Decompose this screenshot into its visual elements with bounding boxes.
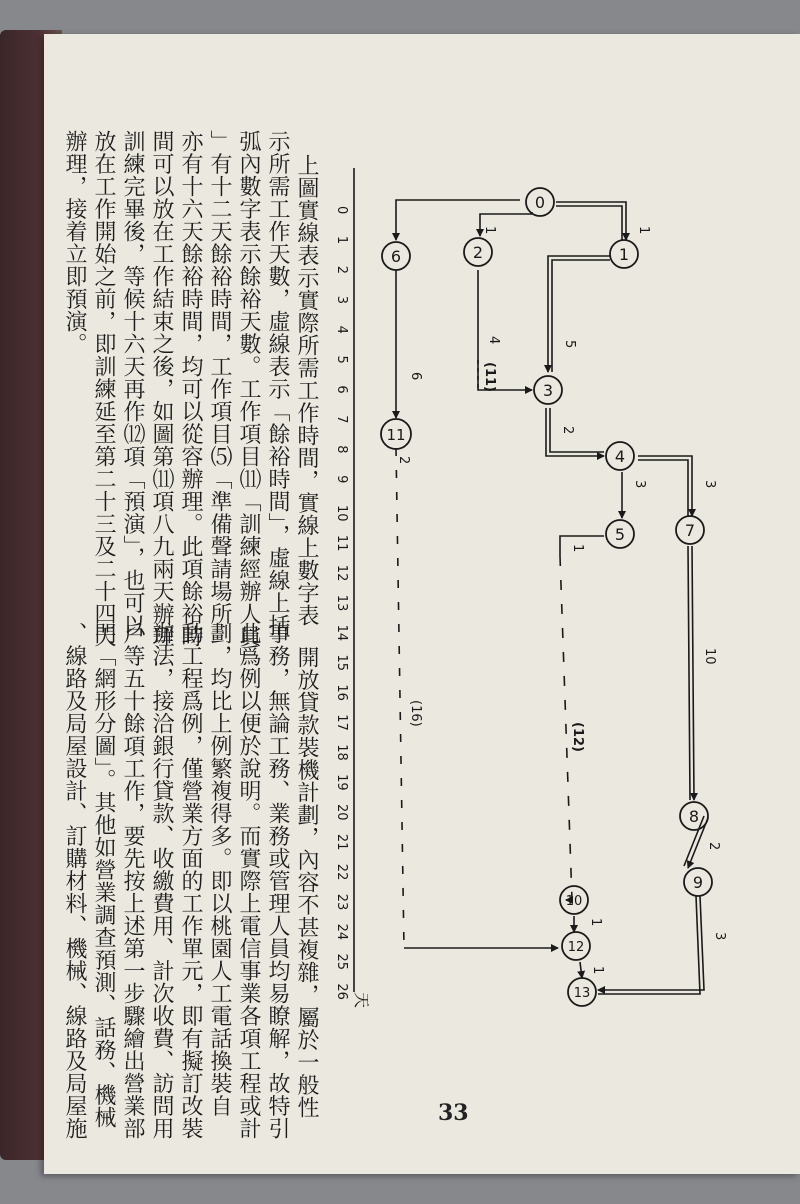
axis-tick-label: 1 bbox=[334, 235, 349, 245]
node-12 bbox=[562, 932, 590, 960]
axis-tick-label: 5 bbox=[334, 355, 349, 364]
node-label: 8 bbox=[688, 807, 700, 826]
node-2 bbox=[464, 238, 492, 266]
node-label: 4 bbox=[614, 447, 626, 466]
edge-1-3 bbox=[548, 256, 610, 372]
node-6 bbox=[382, 242, 410, 270]
edge-1-3 bbox=[552, 260, 610, 372]
duration-label: 1 bbox=[570, 544, 585, 553]
axis-tick-label: 22 bbox=[334, 863, 349, 881]
duration-label: 2 bbox=[396, 456, 411, 465]
duration-label: 2 bbox=[706, 842, 721, 851]
axis-tick-label: 18 bbox=[334, 744, 349, 761]
text-column: 開放貸款裝機計劃，內容不甚複雜，屬於一般性 bbox=[294, 646, 319, 1119]
node-label: 6 bbox=[390, 247, 402, 266]
text-column: 門「網形分圖」。其他如營業調查預測、話務、機械 bbox=[91, 622, 116, 1129]
axis-tick-label: 0 bbox=[334, 206, 349, 215]
duration-label: 5 bbox=[562, 340, 577, 349]
node-9 bbox=[684, 868, 712, 896]
node-label: 5 bbox=[614, 525, 626, 544]
node-label: 1 bbox=[618, 245, 630, 264]
node-label: 9 bbox=[692, 873, 704, 892]
node-label: 7 bbox=[684, 521, 696, 540]
node-label: 0 bbox=[534, 193, 546, 212]
axis-tick-label: 2 bbox=[334, 265, 349, 275]
text-column: 間可以放在工作結束之後，如圖第⑾項八九兩天辦理 bbox=[149, 130, 174, 648]
text-column: 事務，無論工務、業務或管理人員均易瞭解，故特引 bbox=[265, 622, 290, 1140]
axis-tick-label: 16 bbox=[334, 684, 349, 701]
slack-label: (11) bbox=[482, 362, 497, 392]
axis-tick-label: 8 bbox=[334, 445, 349, 454]
edges bbox=[396, 200, 708, 994]
node-0 bbox=[526, 188, 554, 216]
duration-label: 6 bbox=[408, 372, 423, 381]
axis-tick-label: 26 bbox=[334, 983, 349, 1000]
axis-tick-label: 19 bbox=[334, 774, 349, 791]
duration-label: 1 bbox=[588, 918, 603, 927]
edge-0-6 bbox=[396, 200, 520, 240]
duration-label: 1 bbox=[482, 226, 497, 235]
edge-3-4 bbox=[550, 408, 604, 452]
axis-tick-label: 25 bbox=[334, 953, 349, 971]
node-label: 12 bbox=[567, 940, 585, 955]
text-column: 訓練完畢後，等候十六天再作⑿項「預演」，也可以 bbox=[120, 130, 145, 637]
axis-tick-label: 15 bbox=[334, 654, 349, 672]
time-axis bbox=[334, 168, 371, 1008]
axis-tick-label: 17 bbox=[334, 714, 349, 731]
slack-label: (12) bbox=[570, 722, 585, 752]
node-label: 11 bbox=[386, 426, 406, 444]
nodes bbox=[381, 188, 712, 1006]
node-11 bbox=[381, 419, 411, 449]
node-4 bbox=[606, 442, 634, 470]
axis-tick-label: 10 bbox=[334, 505, 349, 522]
edge-12-13 bbox=[580, 962, 582, 978]
page-number: 33 bbox=[438, 1100, 469, 1126]
node-10 bbox=[560, 886, 588, 914]
text-column: 」有十二天餘裕時間，工作項目⑸「準備聲請場所 bbox=[207, 130, 232, 625]
duration-label: 1 bbox=[636, 226, 651, 235]
text-column: 戶等五十餘項工作，要先按上述第一步驟繪出營業部 bbox=[120, 622, 145, 1140]
duration-label: 10 bbox=[702, 648, 717, 665]
node-label: 3 bbox=[542, 381, 554, 400]
edge-0-1 bbox=[556, 206, 622, 240]
duration-label: 4 bbox=[486, 336, 501, 345]
axis-unit-label: 天 bbox=[352, 992, 371, 1009]
node-13 bbox=[568, 978, 596, 1006]
edge-9-13 bbox=[598, 896, 704, 990]
axis-tick-label: 21 bbox=[334, 833, 349, 851]
edge-9-13 bbox=[598, 896, 700, 994]
axis-tick-label: 12 bbox=[334, 564, 349, 582]
axis-tick-label: 13 bbox=[334, 594, 349, 612]
duration-label: 3 bbox=[632, 480, 647, 489]
edge-0-1 bbox=[556, 202, 626, 240]
text-column: 辦理，接着立即預演。 bbox=[62, 130, 87, 355]
duration-label: 2 bbox=[560, 426, 575, 435]
text-column: 動工程爲例，僅營業方面的工作單元，即有擬訂改裝 bbox=[178, 622, 203, 1140]
axis-tick-label: 3 bbox=[334, 295, 349, 304]
axis-tick-label: 7 bbox=[334, 415, 349, 424]
text-column: 弧內數字表示餘裕天數。工作項目⑾「訓練經辦人員」 bbox=[236, 130, 261, 670]
axis-tick-label: 14 bbox=[334, 624, 349, 642]
duration-label: 3 bbox=[702, 480, 717, 489]
edge-labels bbox=[396, 226, 727, 974]
edge-11-slack bbox=[396, 448, 404, 948]
node-label: 2 bbox=[472, 243, 484, 262]
text-column: 、線路及局屋設計、訂購材料、機械、線路及局屋施 bbox=[62, 622, 87, 1140]
text-column: 示所需工作天數，虛線表示「餘裕時間」，虛線上括 bbox=[265, 130, 290, 637]
axis-tick-label: 6 bbox=[334, 385, 349, 394]
node-3 bbox=[534, 376, 562, 404]
edge-7-8 bbox=[692, 546, 694, 800]
node-label: 10 bbox=[565, 894, 583, 909]
node-5 bbox=[606, 520, 634, 548]
node-label: 13 bbox=[573, 986, 591, 1001]
edge-7-8 bbox=[688, 546, 690, 800]
text-column: 放在工作開始之前，即訓練延至第二十三及二十四天 bbox=[91, 130, 116, 648]
node-7 bbox=[676, 516, 704, 544]
axis-tick-label: 20 bbox=[334, 804, 349, 821]
axis-tick-label: 11 bbox=[334, 534, 349, 552]
text-column: 辦法，接洽銀行貸款、收繳費用、計次收費、訪問用 bbox=[149, 622, 174, 1140]
axis-tick-label: 4 bbox=[334, 325, 349, 334]
axis-tick-label: 9 bbox=[334, 475, 349, 484]
duration-label: 1 bbox=[590, 966, 605, 975]
text-column: 上圖實線表示實際所需工作時間，實線上數字表 bbox=[294, 154, 319, 627]
node-1 bbox=[610, 240, 638, 268]
text-column: 劃，均比上例繁複得多。即以桃園人工電話換裝自 bbox=[207, 622, 232, 1117]
axis-ticks bbox=[334, 206, 349, 1000]
text-column: 此爲例以便於說明。而實際上電信事業各項工程或計 bbox=[236, 622, 261, 1140]
slack-label: (16) bbox=[408, 700, 423, 727]
axis-tick-label: 23 bbox=[334, 893, 349, 911]
duration-label: 3 bbox=[712, 932, 727, 941]
text-column: 亦有十六天餘裕時間，均可以從容辦理。此項餘裕時 bbox=[178, 130, 203, 648]
axis-tick-label: 24 bbox=[334, 923, 349, 941]
